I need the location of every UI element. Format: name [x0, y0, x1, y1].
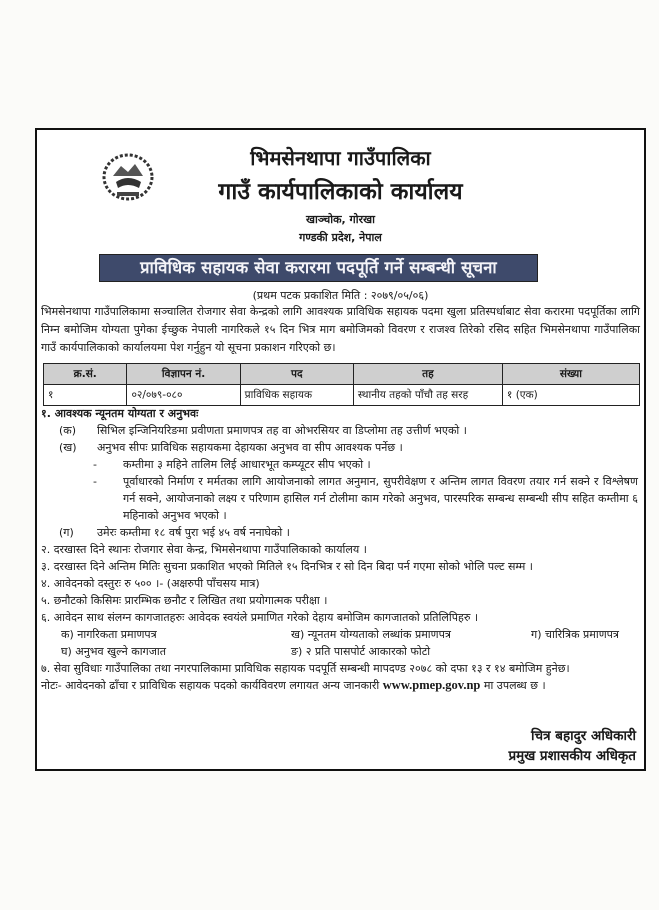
doc-item: ङ) २ प्रति पासपोर्ट आकारको फोटो — [291, 645, 431, 658]
notice-title-banner: प्राविधिक सहायक सेवा करारमा पदपूर्ति गर्ने सम्बन्धी सूचना — [99, 254, 538, 282]
section-6: ६. आवेदन साथ संलग्न कागजातहरुः आवेदक स्वयंले प्रमाणित गरेको देहाय बमोजिम कागजातको प्रतिलिपिहरु । — [41, 611, 479, 624]
marker-ga: (ग) — [59, 526, 74, 539]
requirement-kha-bullet-1 — [41, 456, 638, 473]
col-header-post: पद — [240, 364, 353, 385]
cell-ad-no: ०२/०७९-०८० — [127, 385, 240, 406]
cell-level: स्थानीय तहको पाँचौ तह सरह — [353, 385, 502, 406]
requirement-kha-text: अनुभव सीपः प्राविधिक सहायकमा देहायका अनुभव वा सीप आवश्यक पर्नेछ । — [97, 441, 403, 454]
note — [41, 677, 638, 694]
requirement-kha — [41, 439, 638, 456]
col-header-level: तह — [353, 364, 502, 385]
bullet-2-text: पूर्वाधारको निर्माण र मर्मतका लागि आयोजनाको लागत अनुमान, सुपरीवेक्षण र अन्तिम लागत विवरण तयार गर्न सक्ने र विश्लेषण गर्न सक्ने, आयोजनाको लक्ष्य र परिणाम हासिल गर्न टोलीमा काम गरेको अनुभव, पारस्परिक सम्बन्ध सम्बन्धी सीप सहित कम्तीमा ६ महिनाको अनुभव भएको । — [123, 475, 638, 522]
table-row — [44, 385, 640, 406]
notice-frame — [35, 128, 646, 771]
section-7: ७. सेवा सुविधाः गाउँपालिका तथा नगरपालिकामा प्राविधिक सहायक पदपूर्ति सम्बन्धी मापदण्ड २०७८ को दफा १३ र १४ बमोजिम हुनेछ। — [41, 662, 570, 675]
requirement-ga-text: उमेरः कम्तीमा १८ वर्ष पुरा भई ४५ वर्ष ननाघेको । — [97, 526, 290, 539]
signature-block — [508, 726, 636, 766]
doc-item: ख) न्यूनतम योग्यताको लब्धांक प्रमाणपत्र — [291, 628, 451, 641]
doc-item: क) नागरिकता प्रमाणपत्र — [61, 628, 157, 641]
section-1-title: १. आवश्यक न्यूनतम योग्यता र अनुभवः — [41, 407, 199, 420]
note-text-end: मा उपलब्ध छ । — [480, 679, 546, 692]
section-4: ४. आवेदनको दस्तुरः रु ५०० ।- (अक्षरुपी पाँचसय मात्र) — [41, 577, 260, 590]
doc-item: घ) अनुभव खुल्ने कागजात — [61, 645, 167, 658]
section-2: २. दरखास्त दिने स्थानः रोजगार सेवा केन्द्र, भिमसेनथापा गाउँपालिकाको कार्यालय । — [41, 543, 367, 556]
col-header-count: संख्या — [502, 364, 639, 385]
requirement-ka-text: सिभिल इन्जिनियरिङमा प्रवीणता प्रमाणपत्र तह वा ओभरसियर वा डिप्लोमा तह उत्तीर्ण भएको । — [97, 424, 467, 437]
requirement-ka — [41, 422, 638, 439]
requirement-kha-bullet-2 — [41, 473, 638, 524]
intro-paragraph: भिमसेनथापा गाउँपालिकामा सञ्चालित रोजगार सेवा केन्द्रको लागि आवश्यक प्राविधिक सहायक पदमा खुला प्रतिस्पर्धाबाट सेवा करारमा पदपूर्तिका लागि निम्न बमोजिम योग्यता पुगेका ईच्छुक नेपाली नागरिकले १५ दिन भित्र माग बमोजिमको विवरण र राजश्व तिरेको रसिद सहित भिमसेनथापा गाउँपालिका गाउँ कार्यपालिकाको कार्यालयमा पेश गर्नुहुन यो सूचना प्रकाशन गरिएको छ। — [41, 305, 640, 354]
marker-kha: (ख) — [59, 441, 77, 454]
documents-row-1 — [41, 626, 638, 643]
signatory-designation: प्रमुख प्रशासकीय अधिकृत — [508, 748, 636, 764]
office-name: गाउँ कार्यपालिकाको कार्यालय — [218, 179, 463, 205]
dash-bullet: - — [93, 458, 97, 471]
dash-bullet: - — [93, 475, 97, 488]
doc-item: ग) चारित्रिक प्रमाणपत्र — [531, 628, 619, 641]
note-text: नोटः- आवेदनको ढाँचा र प्राविधिक सहायक पदको कार्यविवरण लगायत अन्य जानकारी — [41, 679, 383, 692]
col-header-serial: क्र.सं. — [44, 364, 127, 385]
address-line-1: खाञ्चोक, गोरखा — [306, 213, 375, 226]
published-date: (प्रथम पटक प्रकाशित मिति : २०७९/०५/०६) — [252, 289, 429, 302]
requirements-section — [41, 405, 638, 694]
website-link[interactable]: www.pmep.gov.np — [382, 678, 481, 692]
table-header-row — [44, 364, 640, 385]
cell-post: प्राविधिक सहायक — [240, 385, 353, 406]
requirement-ga — [41, 524, 638, 541]
col-header-ad-no: विज्ञापन नं. — [127, 364, 240, 385]
address-line-2: गण्डकी प्रदेश, नेपाल — [299, 231, 382, 244]
municipality-name: भिमसेनथापा गाउँपालिका — [250, 146, 431, 170]
section-5: ५. छनौटको किसिमः प्रारम्भिक छनौट र लिखित तथा प्रयोगात्मक परीक्षा । — [41, 594, 328, 607]
signatory-name: चित्र बहादुर अधिकारी — [531, 728, 636, 744]
section-3: ३. दरखास्त दिने अन्तिम मितिः सुचना प्रकाशित भएको मितिले १५ दिनभित्र र सो दिन बिदा पर्न गएमा सोको भोलि पल्ट सम्म । — [41, 560, 533, 573]
cell-count: १ (एक) — [502, 385, 639, 406]
bullet-1-text: कम्तीमा ३ महिने तालिम लिई आधारभूत कम्प्यूटर सीप भएको । — [123, 458, 371, 471]
marker-ka: (क) — [59, 424, 77, 437]
vacancy-table — [43, 363, 640, 406]
documents-row-2 — [41, 643, 638, 660]
cell-serial: १ — [44, 385, 127, 406]
